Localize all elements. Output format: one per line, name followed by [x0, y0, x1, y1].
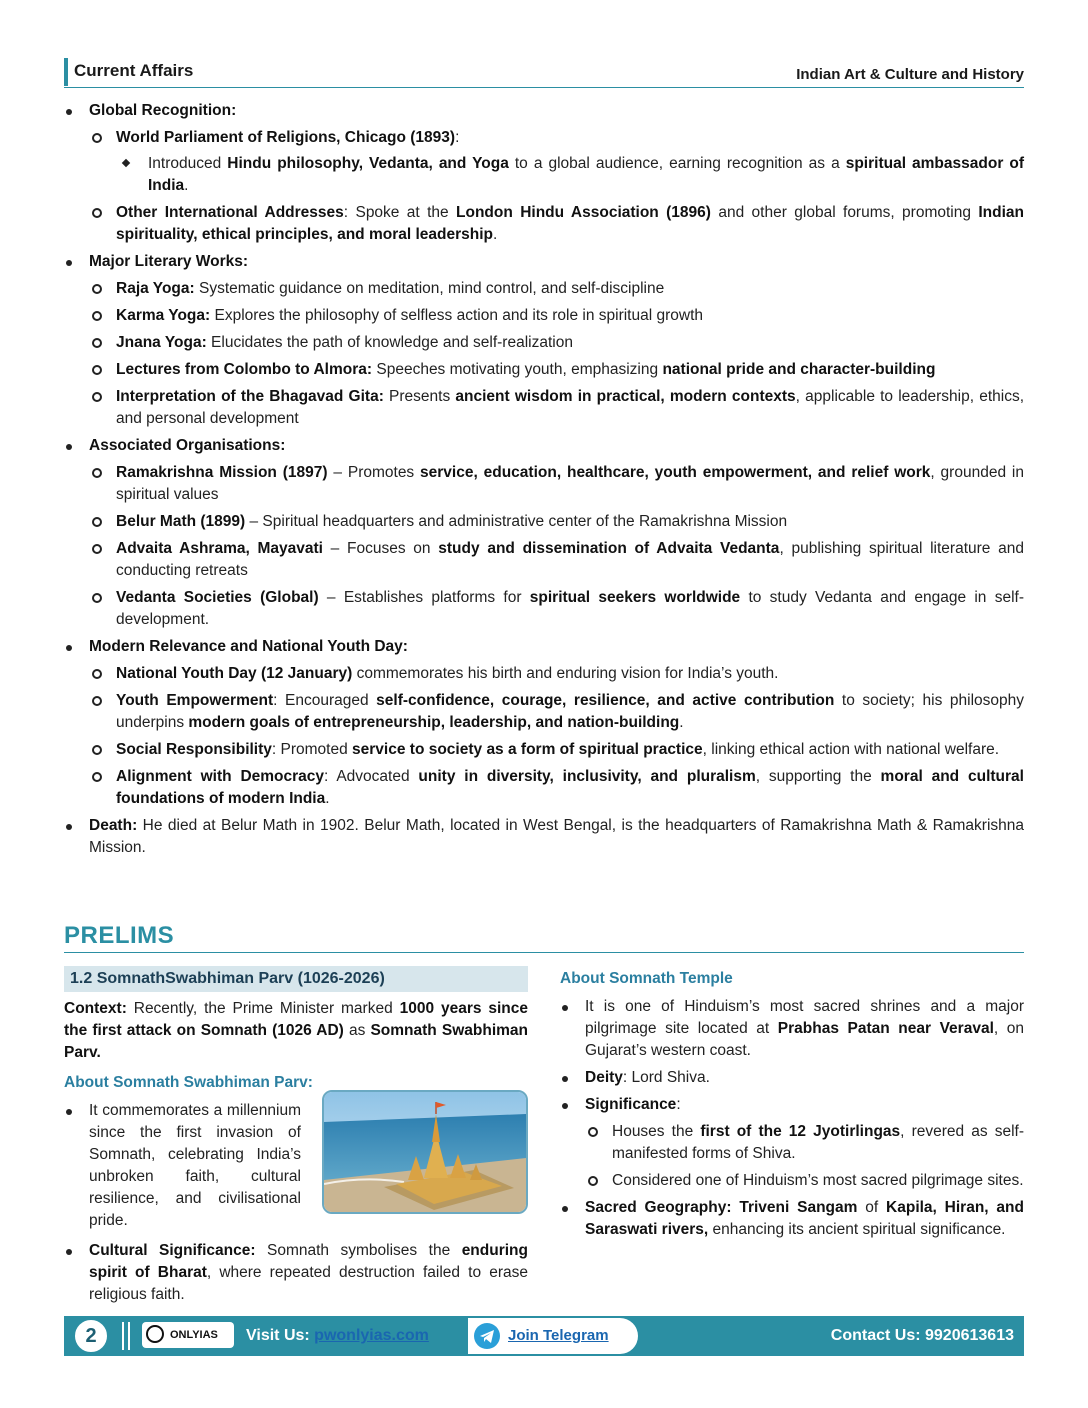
bold-text: Other International Addresses — [116, 204, 344, 221]
bold-text: London Hindu Association (1896) — [456, 204, 711, 221]
bold-text: Karma Yoga: — [116, 307, 211, 324]
bold-text: enduring spirit of Bharat — [89, 1242, 528, 1281]
list-item-colombo — [89, 359, 1024, 381]
text: and other global forums, promoting — [710, 204, 979, 221]
list-item-youth-day — [89, 663, 1024, 685]
bold-text: spiritual ambassador of India — [148, 155, 1025, 194]
bold-text: National Youth Day (12 January) — [116, 665, 353, 682]
list-item-vedanta — [89, 587, 1024, 631]
bold-text: moral and cultural foundations of modern India — [116, 768, 1024, 807]
list-item-cultural-significance — [64, 1240, 528, 1306]
bold-text: Interpretation of the Bhagavad Gita: — [116, 388, 384, 405]
text: enhancing its ancient spiritual significance. — [708, 1221, 1006, 1238]
relevance-heading: Modern Relevance and National Youth Day: — [89, 638, 408, 655]
bold-text: unity in diversity, inclusivity, and pluralism — [418, 768, 756, 785]
text: He died at Belur Math in 1902. Belur Math, located in West Bengal, is the headquarters of Ramakrishna Math & Ramakrishna Mission. — [89, 817, 1024, 856]
list-item-introduced — [116, 153, 1024, 197]
list-item-parv-commemorates: It commemorates a millennium since the first invasion of Somnath, celebrating India’s unbroken faith, cultural resilience, and civilisational pride. — [64, 1100, 301, 1232]
footer-divider — [122, 1322, 124, 1350]
global-recognition-heading: Global Recognition: — [89, 102, 237, 119]
text: as — [343, 1022, 371, 1039]
literary-heading: Major Literary Works: — [89, 253, 249, 270]
bold-text: Context: — [64, 1000, 127, 1017]
text: : Encouraged — [273, 692, 377, 709]
text: . — [325, 790, 330, 807]
left-column — [64, 966, 528, 1311]
text: commemorates his birth and enduring vision for India’s youth. — [352, 665, 779, 682]
text: : — [676, 1096, 681, 1113]
list-item-other-addresses — [89, 202, 1024, 246]
list-item-rkm — [89, 462, 1024, 506]
list-item-organisations — [64, 435, 1024, 631]
list-item-social-responsibility — [89, 739, 1024, 761]
onlyias-logo[interactable] — [142, 1322, 234, 1348]
list-item-advaita — [89, 538, 1024, 582]
text: , supporting the — [755, 768, 881, 785]
main-content — [64, 100, 1024, 864]
text: : Promoted — [271, 741, 353, 758]
bold-text: national pride and character-building — [662, 361, 936, 378]
bold-text: Death: — [89, 817, 138, 834]
bold-text: Indian spirituality, ethical principles, and moral leadership — [116, 204, 1024, 243]
list-item-temple-shrine — [560, 996, 1024, 1062]
list-item-death — [64, 815, 1024, 859]
text: Recently, the Prime Minister marked — [126, 1000, 400, 1017]
website-link[interactable]: pwonlyias.com — [314, 1327, 429, 1344]
bold-text: Jnana Yoga: — [116, 334, 207, 351]
list-item-significance — [560, 1094, 1024, 1192]
bold-text: Significance — [585, 1096, 677, 1113]
list-item-literary-works — [64, 251, 1024, 430]
text: Presents — [383, 388, 456, 405]
text: to study Vedanta and engage in self-development. — [116, 589, 1024, 628]
text: , revered as self-manifested forms of Shiva. — [612, 1123, 1024, 1162]
text: – Promotes — [327, 464, 421, 481]
about-parv-heading: About Somnath Swabhiman Parv: — [64, 1074, 313, 1091]
telegram-icon — [474, 1323, 500, 1349]
bold-text: Deity — [585, 1069, 623, 1086]
text: . — [184, 177, 189, 194]
text: – Focuses on — [322, 540, 439, 557]
bold-text: Cultural Significance: — [89, 1242, 256, 1259]
list-item-democracy — [89, 766, 1024, 810]
list-item-relevance — [64, 636, 1024, 810]
bold-text: Social Responsibility — [116, 741, 272, 758]
bold-text: Alignment with Democracy — [116, 768, 325, 785]
bold-text: Youth Empowerment — [116, 692, 274, 709]
text: Somnath symbolises the — [255, 1242, 462, 1259]
text: , publishing spiritual literature and conducting retreats — [116, 540, 1024, 579]
text: of — [857, 1199, 887, 1216]
visit-label: Visit Us: — [246, 1327, 315, 1344]
parliament-title: World Parliament of Religions, Chicago (1893) — [116, 129, 456, 146]
text: . — [679, 714, 684, 731]
bold-text: service to society as a form of spiritual practice — [352, 741, 703, 758]
bold-text: Sacred Geography: Triveni Sangam — [585, 1199, 858, 1216]
text: , where repeated destruction failed to erase religious faith. — [89, 1264, 528, 1303]
text: Introduced — [148, 155, 228, 172]
parliament-colon: : — [455, 129, 460, 146]
list-item-deity — [560, 1067, 1024, 1089]
list-item-youth-empowerment — [89, 690, 1024, 734]
list-item-sacred-geography — [560, 1197, 1024, 1241]
page-number: 2 — [72, 1317, 110, 1355]
bold-text: Vedanta Societies (Global) — [116, 589, 319, 606]
text: Speeches motivating youth, emphasizing — [372, 361, 663, 378]
bold-text: modern goals of entrepreneurship, leadership, and nation-building — [188, 714, 680, 731]
bold-text: Belur Math (1899) — [116, 513, 246, 530]
text: , linking ethical action with national welfare. — [702, 741, 1000, 758]
text: : Spoke at the — [343, 204, 457, 221]
bold-text: Lectures from Colombo to Almora: — [116, 361, 373, 378]
bold-text: study and dissemination of Advaita Vedanta — [438, 540, 780, 557]
text: to a global audience, earning recognition as a — [508, 155, 846, 172]
join-telegram-button[interactable] — [468, 1318, 638, 1354]
bold-text: Kapila, Hiran, and Saraswati rivers, — [585, 1199, 1024, 1238]
bold-text: Raja Yoga: — [116, 280, 195, 297]
context-paragraph — [64, 998, 528, 1064]
footer-divider — [128, 1322, 130, 1350]
bold-text: 1000 years since the first attack on Somnath (1026 AD) — [64, 1000, 528, 1039]
text: Explores the philosophy of selfless action and its role in spiritual growth — [210, 307, 704, 324]
text: – Establishes platforms for — [318, 589, 530, 606]
text: Systematic guidance on meditation, mind control, and self-discipline — [194, 280, 665, 297]
bold-text: Prabhas Patan near Veraval — [777, 1020, 994, 1037]
somnath-temple-image — [322, 1090, 528, 1214]
bold-text: Hindu philosophy, Vedanta, and Yoga — [227, 155, 509, 172]
text: , applicable to leadership, ethics, and personal development — [116, 388, 1025, 427]
bold-text: first of the 12 Jyotirlingas — [700, 1123, 901, 1140]
text: It is one of Hinduism’s most sacred shrines and a major pilgrimage site located at — [585, 998, 1024, 1037]
header-right-title: Indian Art & Culture and History — [796, 66, 1024, 83]
section-title-bar: 1.2 SomnathSwabhiman Parv (1026-2026) — [64, 966, 528, 992]
list-item-karma-yoga — [89, 305, 1024, 327]
list-item-raja-yoga — [89, 278, 1024, 300]
list-item-pilgrimage: Considered one of Hinduism’s most sacred pilgrimage sites. — [585, 1170, 1024, 1192]
list-item-gita — [89, 386, 1024, 430]
text: . — [493, 226, 498, 243]
right-column — [560, 966, 1024, 1246]
text: to society; his philosophy underpins — [116, 692, 1025, 731]
bold-text: ancient wisdom in practical, modern contexts — [455, 388, 796, 405]
list-item-parliament — [89, 127, 1024, 197]
prelims-heading: PRELIMS — [64, 922, 1024, 953]
footer-bar — [64, 1316, 1024, 1356]
logo-text: ONLYIAS — [170, 1329, 218, 1341]
text: : Lord Shiva. — [622, 1069, 710, 1086]
organisations-heading: Associated Organisations: — [89, 437, 286, 454]
bold-text: service, education, healthcare, youth empowerment, and relief work — [420, 464, 931, 481]
top-list — [64, 100, 1024, 859]
visit-us — [246, 1316, 429, 1356]
temple-illustration — [324, 1092, 526, 1212]
header-left-title: Current Affairs — [64, 58, 193, 86]
text: Elucidates the path of knowledge and self-realization — [206, 334, 573, 351]
list-item-belur — [89, 511, 1024, 533]
list-item-global-recognition — [64, 100, 1024, 246]
list-item-jnana-yoga — [89, 332, 1024, 354]
bold-text: Ramakrishna Mission (1897) — [116, 464, 328, 481]
text: : Advocated — [324, 768, 419, 785]
list-item-jyotirlinga — [585, 1121, 1024, 1165]
join-telegram-label: Join Telegram — [508, 1327, 609, 1344]
bold-text: spiritual seekers worldwide — [529, 589, 741, 606]
logo-emblem-icon — [146, 1325, 164, 1343]
header-divider — [64, 87, 1024, 88]
text: , on Gujarat’s western coast. — [585, 1020, 1024, 1059]
text: , grounded in spiritual values — [116, 464, 1024, 503]
bold-text: Somnath Swabhiman Parv. — [64, 1022, 528, 1061]
text: – Spiritual headquarters and administrative center of the Ramakrishna Mission — [245, 513, 788, 530]
about-temple-heading: About Somnath Temple — [560, 970, 733, 987]
bold-text: self-confidence, courage, resilience, and active contribution — [376, 692, 835, 709]
bold-text: Advaita Ashrama, Mayavati — [116, 540, 323, 557]
text: Houses the — [612, 1123, 701, 1140]
contact-info: Contact Us: 9920613613 — [830, 1327, 1014, 1344]
